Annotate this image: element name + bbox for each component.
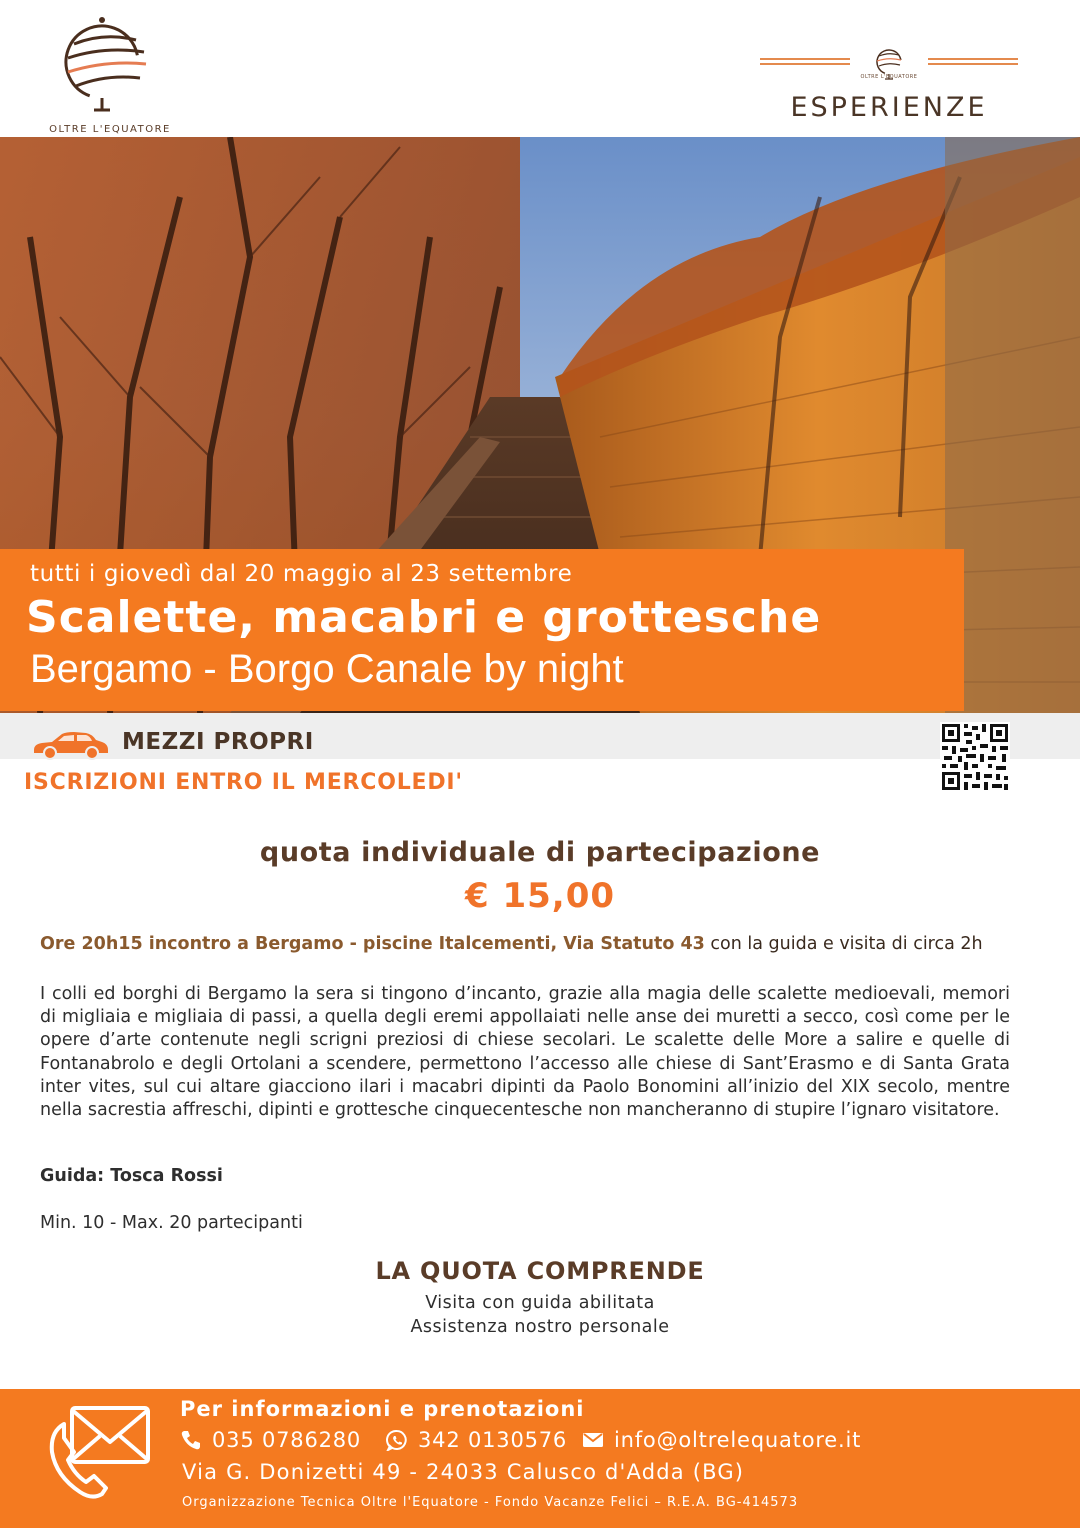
organization-info: Organizzazione Tecnica Oltre l'Equatore - Fondo Vacanze Felici – R.E.A. BG-414573: [182, 1495, 799, 1510]
header: [0, 0, 1080, 137]
includes-item: Assistenza nostro personale: [410, 1317, 670, 1337]
participants-range: Min. 10 - Max. 20 partecipanti: [40, 1213, 303, 1233]
tour-location: Bergamo - Borgo Canale by night: [30, 647, 624, 691]
whatsapp-icon: [386, 1429, 408, 1451]
qr-code-icon[interactable]: [940, 722, 1010, 792]
registration-deadline: ISCRIZIONI ENTRO IL MERCOLEDI': [24, 770, 463, 795]
includes-title: LA QUOTA COMPRENDE: [375, 1257, 705, 1285]
contact-heading: Per informazioni e prenotazioni: [180, 1397, 585, 1421]
phone-icon: [180, 1429, 202, 1451]
whatsapp-contact[interactable]: [386, 1428, 567, 1452]
guide-name: Guida: Tosca Rossi: [40, 1166, 223, 1186]
decorative-line: [928, 58, 1018, 65]
car-icon: [30, 730, 110, 760]
meeting-info: [40, 934, 1040, 954]
price-label: quota individuale di partecipazione: [259, 837, 821, 868]
mini-globe-logo-icon: [866, 36, 912, 92]
phone-contact[interactable]: [180, 1428, 361, 1452]
phone-number: 035 0786280: [212, 1428, 362, 1452]
meeting-highlight: Ore 20h15 incontro a Bergamo - piscine Italcementi, Via Statuto 43: [40, 934, 705, 954]
globe-logo-icon: [54, 14, 164, 124]
experiences-badge: [760, 36, 1018, 126]
transport-label: MEZZI PROPRI: [122, 729, 314, 755]
mail-icon: [582, 1429, 604, 1451]
logo-text: OLTRE L'EQUATORE: [49, 124, 171, 135]
whatsapp-number: 342 0130576: [418, 1428, 568, 1452]
mini-logo-text: OLTRE L'EQUATORE: [860, 74, 918, 80]
email-address: info@oltrelequatore.it: [614, 1428, 862, 1452]
meeting-rest: con la guida e visita di circa 2h: [704, 934, 983, 954]
email-contact[interactable]: [582, 1428, 861, 1452]
price-value: € 15,00: [464, 876, 616, 916]
decorative-line: [760, 58, 850, 65]
envelope-phone-icon: [44, 1402, 154, 1502]
date-range: tutti i giovedì dal 20 maggio al 23 settembre: [30, 561, 573, 587]
tour-description: I colli ed borghi di Bergamo la sera si tingono d’incanto, grazie alla magia delle scalette medioevali, memori di migliaia e migliaia di passi, a quella degli eremi appollaiati nelle anse dei muretti a secco, così come per le opere d’arte contenute negli scrigni preziosi di chiese secolari. Le scalette delle More a salire e quelle di Fontanabrolo e degli Ortolani a scendere, permettono l’accesso alle chiese di Sant’Erasmo e di Santa Grata inter vites, sul cui altare giacciono ilari i macabri dipinti da Paolo Bonomini all’inizio del XIX secolo, mentre nella sacrestia affreschi, dipinti e grottesche cinquecentesche non mancheranno di stupire l’ignaro visitatore.: [40, 984, 1010, 1121]
tour-title: Scalette, macabri e grottesche: [26, 592, 822, 643]
company-address: Via G. Donizetti 49 - 24033 Calusco d'Adda (BG): [182, 1460, 745, 1484]
experiences-title: ESPERIENZE: [790, 92, 988, 123]
includes-item: Visita con guida abilitata: [425, 1293, 655, 1313]
brand-logo[interactable]: [48, 14, 178, 136]
